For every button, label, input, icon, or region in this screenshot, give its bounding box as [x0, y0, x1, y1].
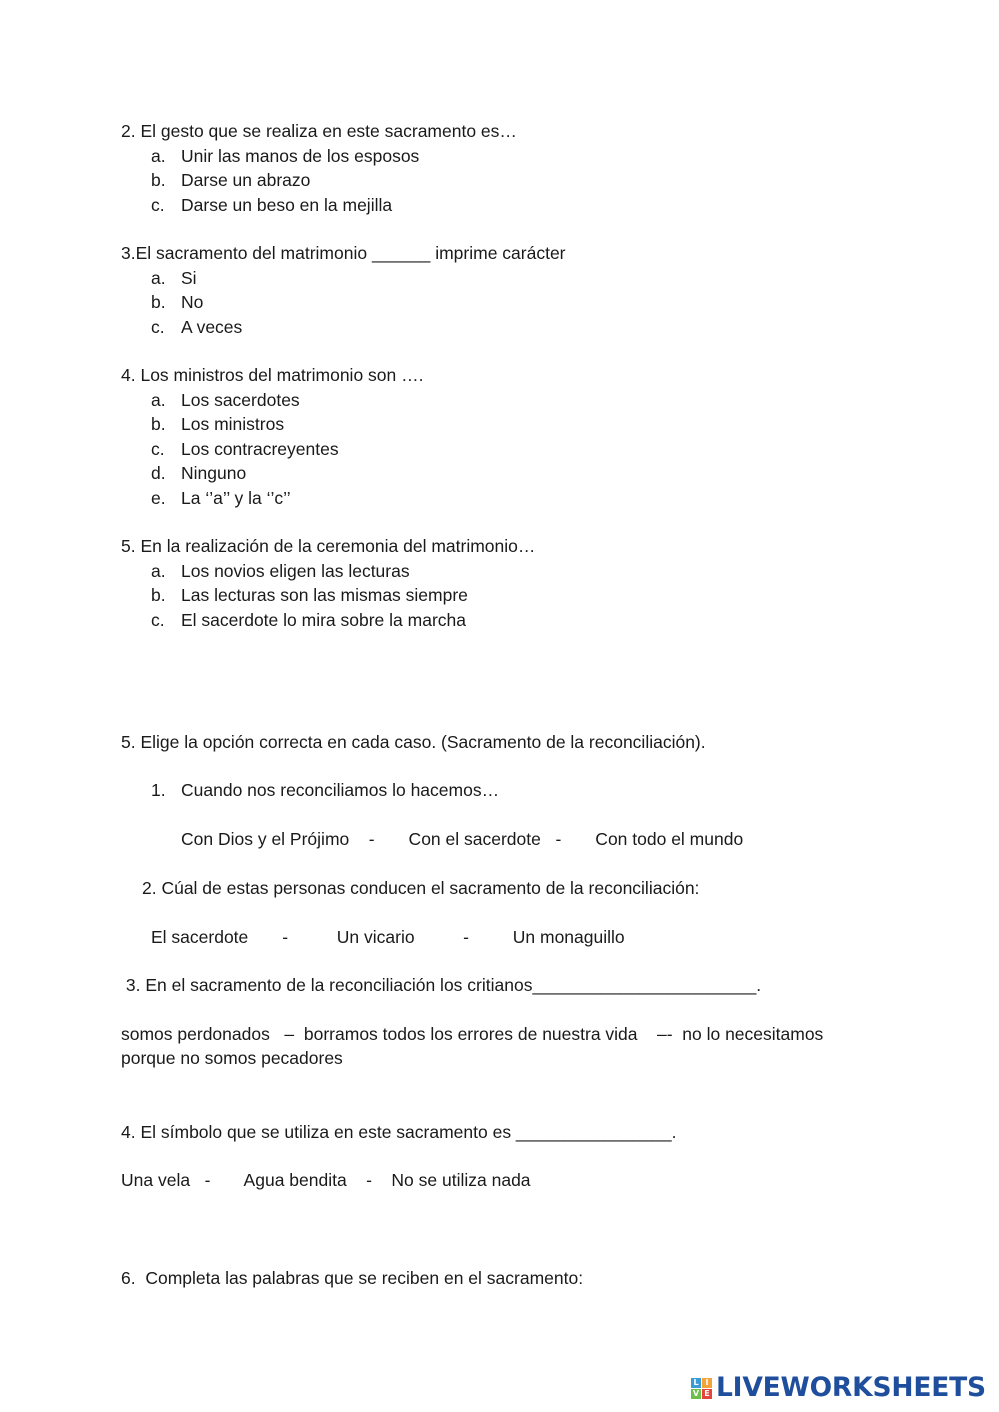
item-3-choices-line-1: somos perdonados – borramos todos los errores de nuestra vida –- no lo necesitamos	[121, 1024, 824, 1044]
option-text: Los sacerdotes	[181, 390, 300, 410]
question-3-prompt: 3.El sacramento del matrimonio ______ imprime carácter	[121, 243, 566, 263]
option-text: Darse un beso en la mejilla	[181, 195, 393, 215]
option-text: Si	[181, 268, 197, 288]
option-marker: a.	[151, 268, 166, 288]
item-4-text: 4. El símbolo que se utiliza en este sacramento es ________________.	[121, 1122, 677, 1142]
logo-tile-v: V	[692, 1388, 700, 1398]
logo-tile-e: E	[702, 1389, 712, 1399]
option-marker: b.	[151, 585, 166, 605]
option-text: A veces	[181, 317, 243, 337]
option-marker: a.	[151, 561, 166, 581]
option-text: Los novios eligen las lecturas	[181, 561, 410, 581]
item-1-text: Cuando nos reconciliamos lo hacemos…	[181, 780, 500, 800]
question-5-prompt: 5. En la realización de la ceremonia del matrimonio…	[121, 536, 536, 556]
item-2-choices: El sacerdote - Un vicario - Un monaguillo	[151, 927, 625, 947]
liveworksheets-logo	[691, 1372, 986, 1404]
logo-tile-i: I	[702, 1378, 712, 1388]
item-4-choices: Una vela - Agua bendita - No se utiliza nada	[121, 1170, 531, 1190]
item-3-choices-line-2: porque no somos pecadores	[121, 1048, 343, 1068]
option-text: El sacerdote lo mira sobre la marcha	[181, 610, 466, 630]
option-marker: a.	[151, 146, 166, 166]
item-2-text: 2. Cúal de estas personas conducen el sacramento de la reconciliación:	[142, 878, 700, 898]
option-text: La ‘’a’’ y la ‘’c’’	[181, 488, 291, 508]
logo-tile-l: L	[691, 1378, 701, 1388]
option-marker: b.	[151, 414, 166, 434]
question-4-prompt: 4. Los ministros del matrimonio son ….	[121, 365, 424, 385]
option-marker: b.	[151, 292, 166, 312]
option-marker: c.	[151, 610, 165, 630]
item-1-marker: 1.	[151, 780, 166, 800]
option-text: Los contracreyentes	[181, 439, 339, 459]
option-marker: b.	[151, 170, 166, 190]
option-text: Las lecturas son las mismas siempre	[181, 585, 468, 605]
item-1-choices: Con Dios y el Prójimo - Con el sacerdote - Con todo el mundo	[181, 829, 744, 849]
option-marker: c.	[151, 317, 165, 337]
option-text: Darse un abrazo	[181, 170, 311, 190]
option-text: Ninguno	[181, 463, 247, 483]
section-6-heading: 6. Completa las palabras que se reciben en el sacramento:	[121, 1268, 584, 1288]
option-text: No	[181, 292, 204, 312]
option-text: Los ministros	[181, 414, 285, 434]
option-marker: d.	[151, 463, 166, 483]
item-3-text: 3. En el sacramento de la reconciliación los critianos_______________________.	[121, 975, 762, 995]
option-marker: c.	[151, 439, 165, 459]
option-text: Unir las manos de los esposos	[181, 146, 420, 166]
question-2-prompt: 2. El gesto que se realiza en este sacramento es…	[121, 121, 517, 141]
option-marker: a.	[151, 390, 166, 410]
section-5-heading: 5. Elige la opción correcta en cada caso. (Sacramento de la reconciliación).	[121, 732, 706, 752]
option-marker: c.	[151, 195, 165, 215]
brand-name: LIVEWORKSHEETS	[716, 1371, 986, 1403]
option-marker: e.	[151, 488, 166, 508]
liveworksheets-icon	[691, 1378, 712, 1399]
